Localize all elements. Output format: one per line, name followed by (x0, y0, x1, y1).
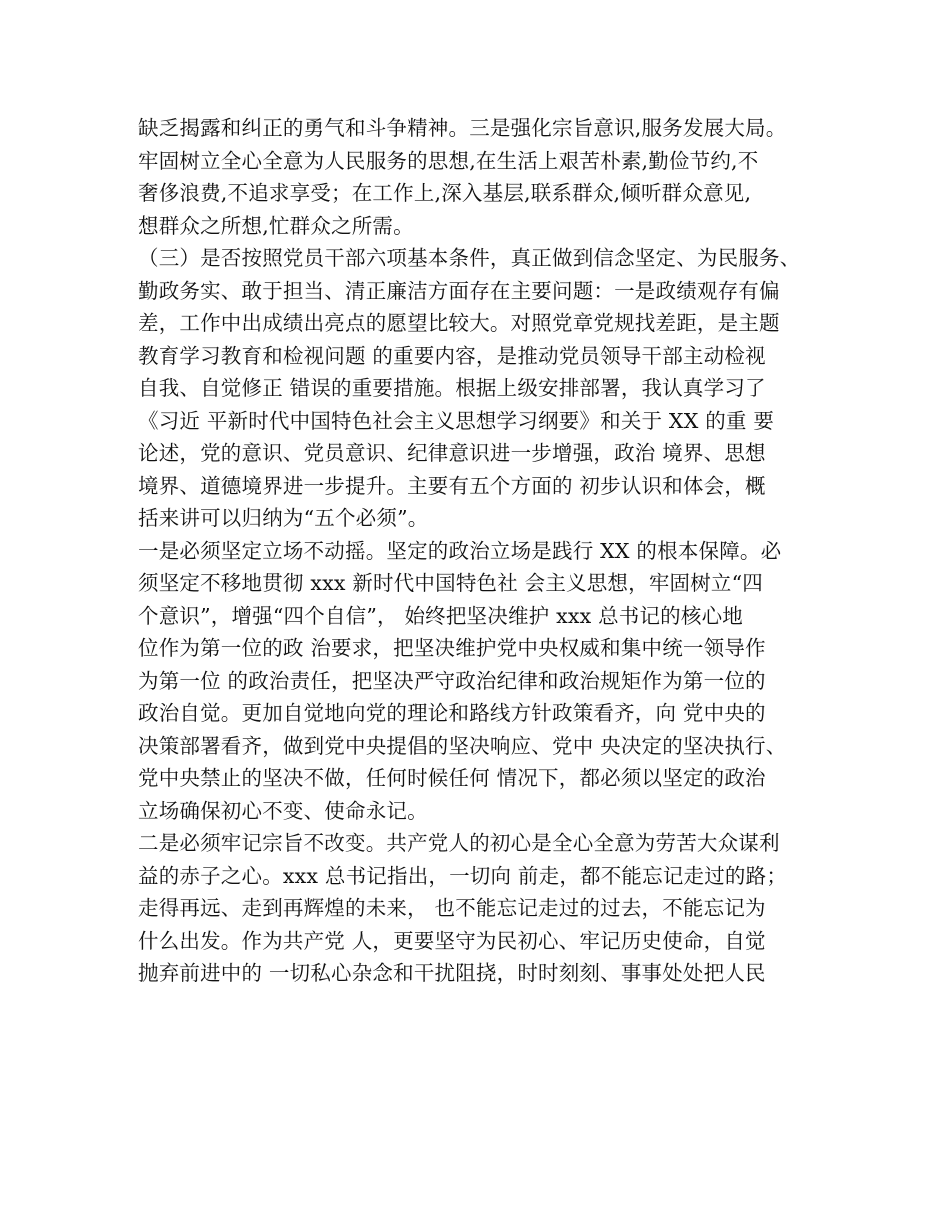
text-line: 为第一位 的政治责任，把坚决严守政治纪律和政治规矩作为第一位的 (138, 668, 766, 693)
text-line: 什么出发。作为共产党 人，更要坚守为民初心、牢记历史使命，自觉 (138, 928, 766, 953)
text-line: 政治自觉。更加自觉地向党的理论和路线方针政策看齐，向 党中央的 (138, 701, 766, 725)
text-line: 益的赤子之心。xxx 总书记指出，一切向 前走，都不能忘记走过的路； (138, 863, 788, 888)
text-line: 括来讲可以归纳为“五个必须”。 (138, 506, 429, 530)
text-line: 论述，党的意识、党员意识、纪律意识进一步增强，政治 境界、思想 (138, 441, 766, 465)
text-line: 牢固树立全心全意为人民服务的思想,在生活上艰苦朴素,勤俭节约,不 (138, 148, 759, 173)
section-heading-line: （三）是否按照党员干部六项基本条件，真正做到信念坚定、为民服务、 (138, 246, 801, 270)
paragraph-start-line: 一是必须坚定立场不动摇。坚定的政治立场是践行 XX 的根本保障。必 (138, 538, 782, 563)
text-line: 想群众之所想,忙群众之所需。 (138, 213, 414, 238)
text-line: 决策部署看齐，做到党中央提倡的坚决响应、党中 央决定的坚决执行、 (138, 733, 787, 758)
text-line: 个意识”，增强“四个自信”， 始终把坚决维护 xxx 总书记的核心地 (138, 603, 743, 628)
text-line: 须坚定不移地贯彻 xxx 新时代中国特色社 会主义思想，牢固树立“四 (138, 571, 764, 595)
text-line: 立场确保初心不变、使命永记。 (138, 798, 428, 823)
paragraph-start-line: 二是必须牢记宗旨不改变。共产党人的初心是全心全意为劳苦大众谋利 (138, 831, 780, 855)
text-line: 走得再远、走到再辉煌的未来， 也不能忘记走过的过去，不能忘记为 (138, 896, 766, 920)
text-line: 差，工作中出成绩出亮点的愿望比较大。对照党章党规找差距，是主题 (138, 311, 780, 335)
text-line: 教育学习教育和检视问题 的重要内容，是推动党员领导干部主动检视 (138, 343, 766, 368)
text-line: 勤政务实、敢于担当、清正廉洁方面存在主要问题：一是政绩观存有偏 (138, 278, 780, 303)
text-line: 自我、自觉修正 错误的重要措施。根据上级安排部署，我认真学习了 (138, 376, 766, 400)
text-line: 境界、道德境界进一步提升。主要有五个方面的 初步认识和体会，概 (138, 473, 766, 498)
text-line: 缺乏揭露和纠正的勇气和斗争精神。三是强化宗旨意识,服务发展大局。 (138, 116, 787, 140)
text-line: 党中央禁止的坚决不做，任何时候任何 情况下，都必须以坚定的政治 (138, 766, 766, 790)
text-line: 《习近 平新时代中国特色社会主义思想学习纲要》和关于 XX 的重 要 (138, 408, 775, 433)
text-line: 奢侈浪费,不追求享受；在工作上,深入基层,联系群众,倾听群众意见, (138, 181, 752, 205)
text-line: 位作为第一位的政 治要求，把坚决维护党中央权威和集中统一领导作 (138, 636, 766, 660)
document-body (138, 112, 828, 990)
text-line: 抛弃前进中的 一切私心杂念和干扰阻挠，时时刻刻、事事处处把人民 (138, 961, 766, 985)
